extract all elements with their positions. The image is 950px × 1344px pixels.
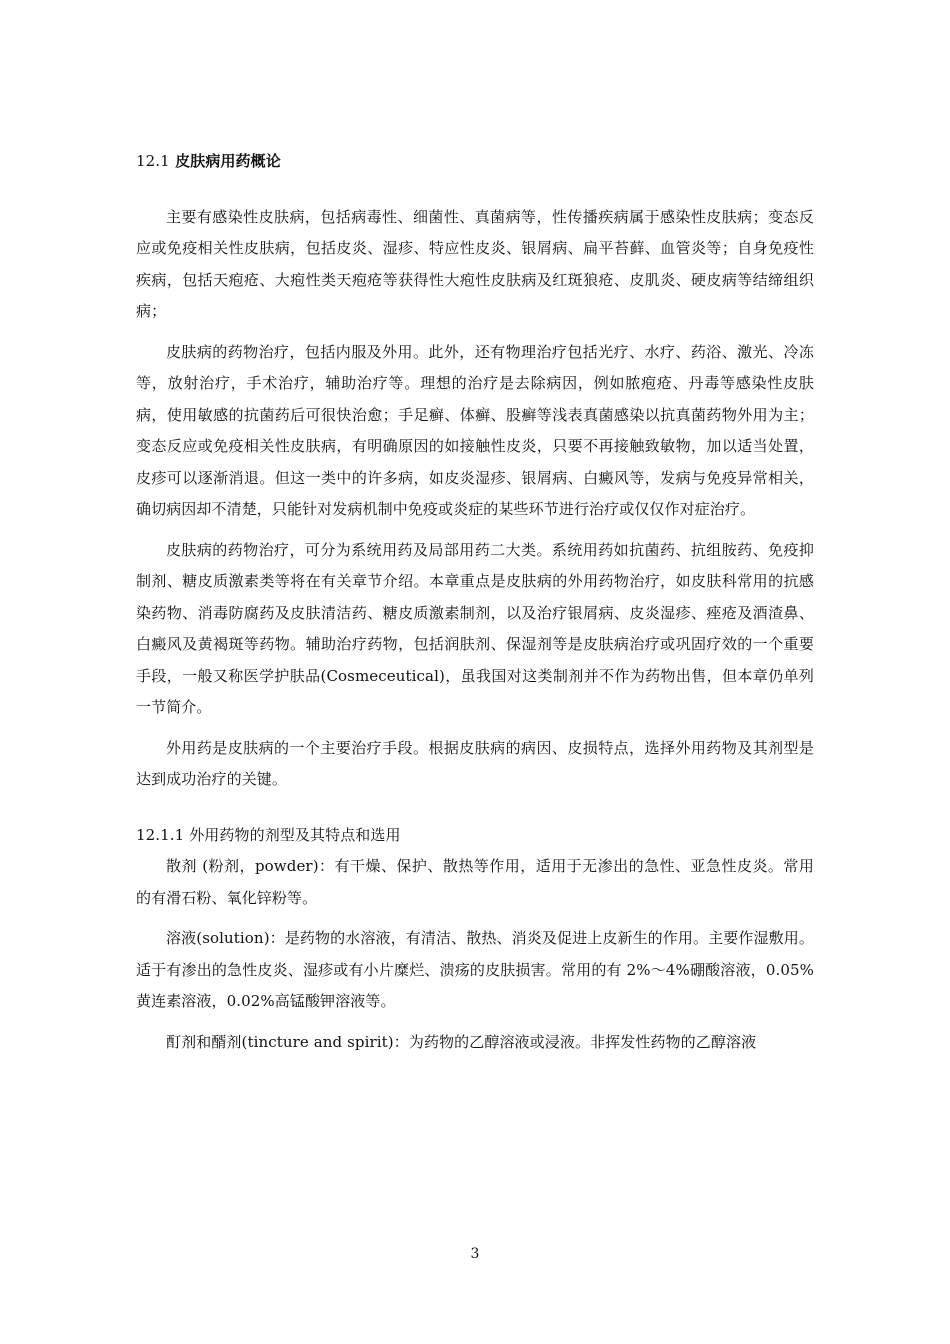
page-content	[136, 146, 814, 1067]
paragraph: 溶液(solution)：是药物的水溶液，有清洁、散热、消炎及促进上皮新生的作用。主要作湿敷用。适于有渗出的急性皮炎、湿疹或有小片糜烂、溃疡的皮肤损害。常用的有 2%～4%硼酸溶液，0.05%黄连素溶液，0.02%高锰酸钾溶液等。	[136, 929, 814, 1010]
paragraph: 主要有感染性皮肤病，包括病毒性、细菌性、真菌病等，性传播疾病属于感染性皮肤病；变态反应或免疫相关性皮肤病，包括皮炎、湿疹、特应性皮炎、银屑病、扁平苔藓、血管炎等；自身免疫性疾病，包括天疱疮、大疱性类天疱疮等获得性大疱性皮肤病及红斑狼疮、皮肌炎、硬皮病等结缔组织病；	[136, 207, 814, 320]
paragraph: 皮肤病的药物治疗，可分为系统用药及局部用药二大类。系统用药如抗菌药、抗组胺药、免疫抑制剂、糖皮质激素类等将在有关章节介绍。本章重点是皮肤病的外用药物治疗，如皮肤科常用的抗感染药物、消毒防腐药及皮肤清洁药、糖皮质激素制剂，以及治疗银屑病、皮炎湿疹、痤疮及酒渣鼻、白癜风及黄褐斑等药物。辅助治疗药物，包括润肤剂、保湿剂等是皮肤病治疗或巩固疗效的一个重要手段，一般又称医学护肤品(Cosmeceutical)，虽我国对这类制剂并不作为药物出售，但本章仍单列一节简介。	[136, 540, 814, 716]
paragraph: 散剂 (粉剂，powder)：有干燥、保护、散热等作用，适用于无渗出的急性、亚急性皮炎。常用的有滑石粉、氧化锌粉等。	[136, 857, 814, 907]
subsection-number: 12.1.1	[136, 825, 185, 844]
section-number: 12.1	[136, 152, 170, 170]
subsection-title: 外用药物的剂型及其特点和选用	[189, 825, 401, 844]
paragraph: 外用药是皮肤病的一个主要治疗手段。根据皮肤病的病因、皮损特点，选择外用药物及其剂型是达到成功治疗的关键。	[136, 738, 814, 788]
paragraph: 皮肤病的药物治疗，包括内服及外用。此外，还有物理治疗包括光疗、水疗、药浴、激光、冷冻等，放射治疗，手术治疗，辅助治疗等。理想的治疗是去除病因，例如脓疱疮、丹毒等感染性皮肤病，使用敏感的抗菌药后可很快治愈；手足癣、体癣、股癣等浅表真菌感染以抗真菌药物外用为主；变态反应或免疫相关性皮肤病，有明确原因的如接触性皮炎，只要不再接触致敏物，加以适当处置，皮疹可以逐渐消退。但这一类中的许多病，如皮炎湿疹、银屑病、白癜风等，发病与免疫异常相关，确切病因却不清楚，只能针对发病机制中免疫或炎症的某些环节进行治疗或仅仅作对症治疗。	[136, 342, 814, 518]
page-number: 3	[470, 1246, 480, 1262]
section-title: 皮肤病用药概论	[175, 152, 281, 170]
section-heading	[136, 146, 814, 178]
paragraph: 酊剂和醑剂(tincture and spirit)：为药物的乙醇溶液或浸液。非挥发性药物的乙醇溶液	[166, 1032, 757, 1051]
subsection-heading	[136, 820, 814, 852]
